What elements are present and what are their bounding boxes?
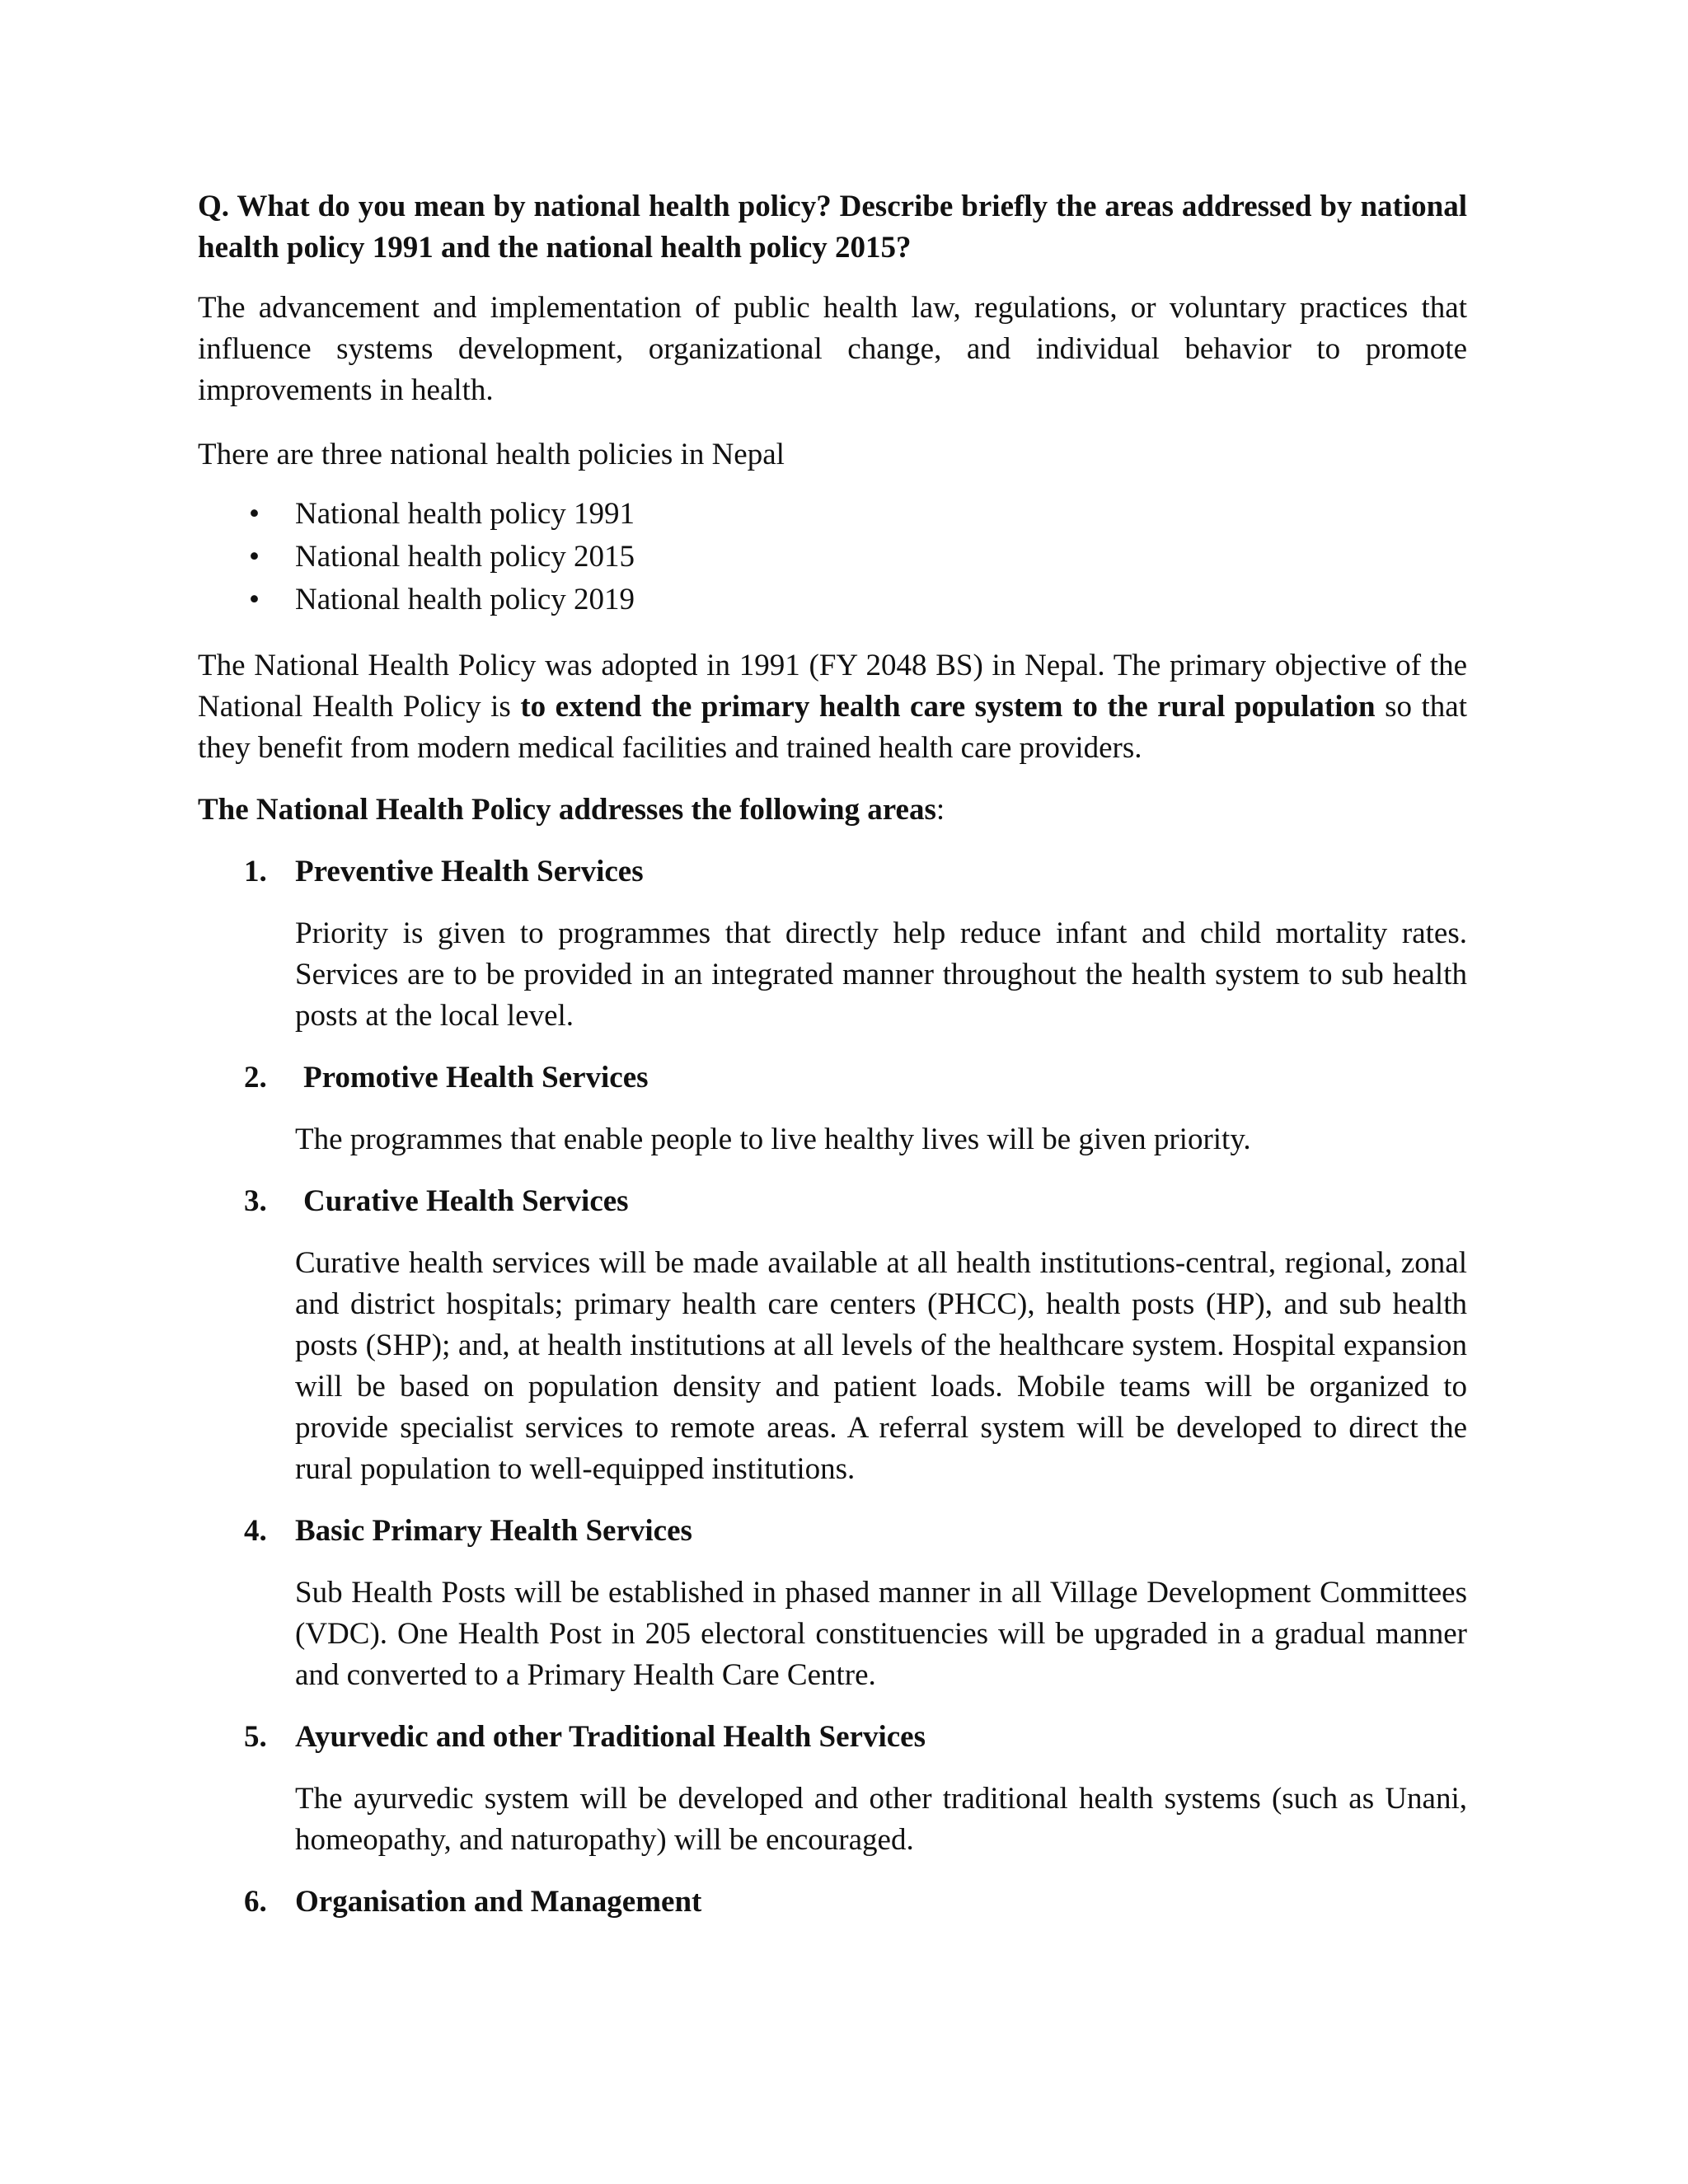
- document-page: [198, 186, 1467, 1943]
- bullet-icon: •: [249, 540, 260, 574]
- area-title-text: Preventive Health Services: [295, 855, 644, 888]
- list-item: [198, 579, 1467, 622]
- bullet-icon: •: [249, 583, 260, 616]
- bullet-icon: •: [249, 497, 260, 531]
- area-body: Curative health services will be made available at all health institutions-central, regional, zonal and district hospitals; primary health care centers (PHCC), health posts (HP), and sub health posts (SHP); and, at health institutions at all levels of the healthcare system. Hospital expansion will be based on population density and patient loads. Mobile teams will be organized to provide specialist services to remote areas. A referral system will be developed to direct the rural population to well-equipped institutions.: [295, 1246, 1467, 1486]
- nhp-paragraph-text: The National Health Policy was adopted in 1991 (FY 2048 BS) in Nepal. The primary objective of the National Health Policy is: [198, 649, 1467, 724]
- areas-heading: [198, 790, 1467, 831]
- area-title-text: Ayurvedic and other Traditional Health Services: [295, 1720, 926, 1754]
- area-ayurvedic: [198, 1717, 1467, 1861]
- area-number: 1.: [244, 855, 267, 888]
- policy-list: [198, 494, 1467, 622]
- area-title-text: Organisation and Management: [295, 1885, 702, 1919]
- area-promotive: [198, 1057, 1467, 1160]
- area-curative: [198, 1181, 1467, 1490]
- area-preventive: [198, 851, 1467, 1037]
- area-number: 3.: [244, 1184, 267, 1218]
- area-body: Priority is given to programmes that directly help reduce infant and child mortality rates. Services are to be provided in an integrated manner throughout the health system to sub health posts at the local level.: [295, 916, 1467, 1033]
- area-title: [198, 1057, 1467, 1099]
- nhp-paragraph-text: so that they benefit from modern medical facilities and trained health care providers.: [198, 690, 1467, 765]
- area-title: [198, 1181, 1467, 1222]
- policies-intro: There are three national health policies in Nepal: [198, 438, 785, 471]
- area-title: [198, 1717, 1467, 1758]
- area-organisation: [198, 1882, 1467, 1923]
- area-number: 4.: [244, 1514, 267, 1548]
- policy-item-label: National health policy 1991: [295, 497, 635, 531]
- area-body: The ayurvedic system will be developed and other traditional health systems (such as Unani, homeopathy, and naturopathy) will be encouraged.: [295, 1782, 1467, 1857]
- policy-item-label: National health policy 2019: [295, 583, 635, 616]
- area-title: [198, 1511, 1467, 1552]
- area-title: [198, 851, 1467, 893]
- areas-heading-text: The National Health Policy addresses the following areas: [198, 793, 936, 827]
- areas-heading-colon: :: [935, 793, 945, 827]
- list-item: [198, 537, 1467, 579]
- area-number: 2.: [244, 1061, 267, 1094]
- area-title-text: Curative Health Services: [303, 1184, 629, 1218]
- area-basic-primary: [198, 1511, 1467, 1696]
- area-number: 6.: [244, 1885, 267, 1919]
- policy-item-label: National health policy 2015: [295, 540, 635, 574]
- health-policy-definition: The advancement and implementation of public health law, regulations, or voluntary practices that influence systems development, organizational change, and individual behavior to promote improvements in health.: [198, 291, 1467, 407]
- area-title: [198, 1882, 1467, 1923]
- area-body: Sub Health Posts will be established in phased manner in all Village Development Committees (VDC). One Health Post in 205 electoral constituencies will be upgraded in a gradual manner and converted to a Primary Health Care Centre.: [295, 1576, 1467, 1692]
- area-title-text: Basic Primary Health Services: [295, 1514, 692, 1548]
- question-heading: Q. What do you mean by national health policy? Describe briefly the areas addressed by national health policy 1991 and the national health policy 2015?: [198, 190, 1467, 265]
- list-item: [198, 494, 1467, 537]
- nhp-objective-bold: to extend the primary health care system to the rural population: [520, 690, 1376, 724]
- nhp-1991-paragraph: [198, 645, 1467, 769]
- area-body: The programmes that enable people to live healthy lives will be given priority.: [295, 1122, 1251, 1156]
- area-title-text: Promotive Health Services: [303, 1061, 649, 1094]
- area-number: 5.: [244, 1720, 267, 1754]
